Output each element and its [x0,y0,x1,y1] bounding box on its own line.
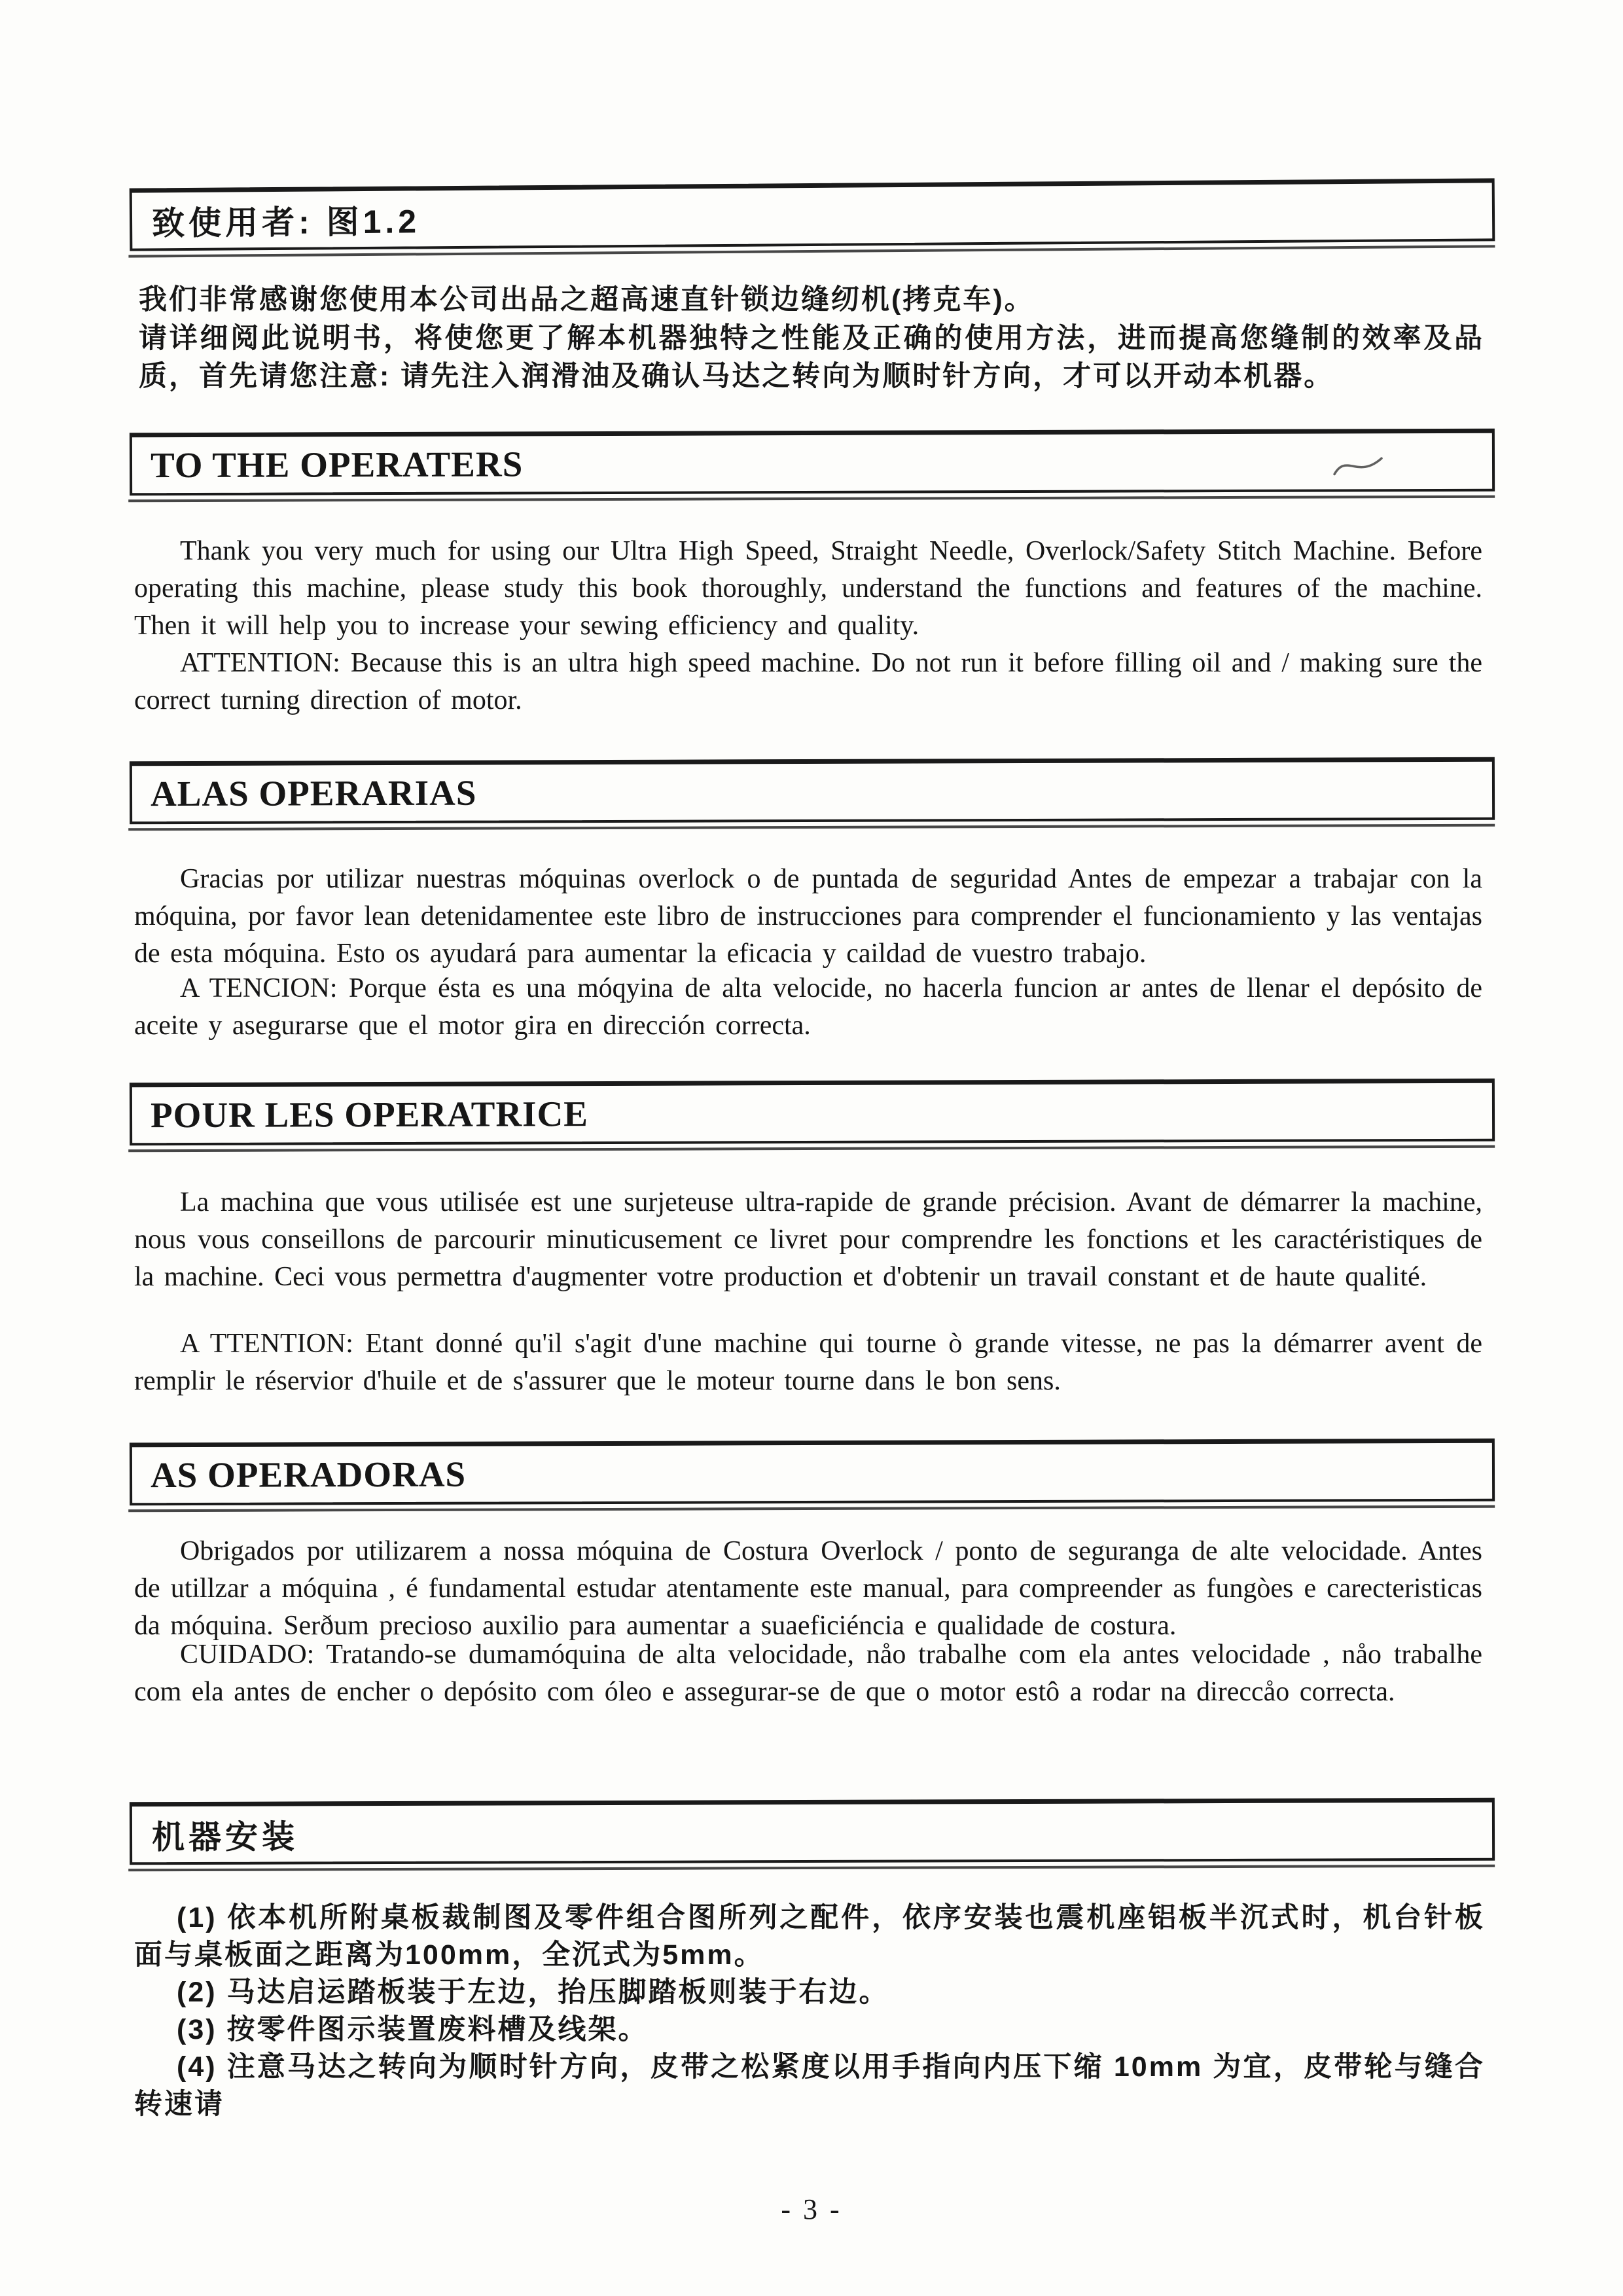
installation-steps [134,1899,1485,2123]
section-heading-cn-users: 致使用者: 图1.2 [151,202,421,242]
paragraph-english-2: ATTENTION: Because this is an ultra high speed machine. Do not run it before filling oil and / making sure the correct turning direction of motor. [134,648,1482,715]
paragraph-cn-intro-1: 我们非常感谢您使用本公司出品之超高速直针锁边缝纫机(拷克车)。 [139,284,1035,315]
section-box-cn-users [130,178,1495,251]
paragraph-portuguese-2: CUIDADO: Tratando-se dumamóquina de alta velocidade, nåo trabalhe com ela antes velocidade , nåo trabalhe com ela antes de encher o depósito com óleo e assegurar-se de que o motor estô a rodar na direccåo correcta. [134,1640,1482,1707]
installation-step-4: (4) 注意马达之转向为顺时针方向，皮带之松紧度以用手指向内压下缩 10mm 为宜，皮带轮与缝合转速请 [134,2051,1485,2120]
pen-squiggle-mark [1332,450,1384,483]
installation-step-2: (2) 马达启运踏板装于左边，抬压脚踏板则装于右边。 [177,1977,889,2008]
section-heading-french: POUR LES OPERATRICE [150,1094,589,1136]
section-heading-english: TO THE OPERATERS [150,444,524,486]
paragraph-english-1: Thank you very much for using our Ultra High Speed, Straight Needle, Overlock/Safety Stitch Machine. Before operating this machine, please study this book thoroughly, understand the functions and features of the machine. Then it will help you to increase your sewing efficiency and quality. [134,536,1482,641]
paragraph-portuguese-1: Obrigados por utilizarem a nossa móquina de Costura Overlock / ponto de seguranga de alte velocidade. Antes de utillzar a móquina , é fundamental estudar atentamente este manual, para compreender as fungòes e carecteristicas da móquina. Serðum precioso auxilio para aumentar a suaeficiéncia e qualidade de costura. [134,1536,1482,1641]
section-box-portuguese [130,1439,1495,1506]
section-heading-installation: 机器安装 [151,1818,299,1856]
paragraph-french-2: A TTENTION: Etant donné qu'il s'agit d'une machine qui tourne ò grande vitesse, ne pas la démarrer avent de remplir le réservior d'huile et de s'assurer que le moteur tourne dans le bon sens. [134,1329,1482,1396]
paragraph-spanish-2: A TENCION: Porque ésta es una móqyina de alta velocide, no hacerla funcion ar antes de llenar el depósito de aceite y asegurarse que el motor gira en dirección correcta. [134,973,1482,1041]
paragraph-cn-intro-2: 请详细阅此说明书，将使您更了解本机器独特之性能及正确的使用方法，进而提高您缝制的效率及品质，首先请您注意: 请先注入润滑油及确认马达之转向为顺时针方向，才可以开动本机器。 [139,323,1484,392]
page-number: - 3 - [781,2193,842,2225]
paragraph-french-1: La machina que vous utilisée est une surjeteuse ultra-rapide de grande précision. Avant de démarrer la machine, nous vous conseillons de parcourir minuticusement ce livret pour comprendre les fonctions et les caractéristiques de la machine. Ceci vous permettra d'augmenter votre production et d'obtenir un travail constant et de haute qualité. [134,1187,1482,1292]
section-box-english [130,429,1495,496]
paragraph-spanish-1: Gracias por utilizar nuestras móquinas overlock o de puntada de seguridad Antes de empezar a trabajar con la móquina, por favor lean detenidamentee este libro de instrucciones para comprender el funcionamiento y las ventajas de esta móquina. Esto os ayudará para aumentar la eficacia y caildad de vuestro trabajo. [134,864,1482,969]
installation-step-3: (3) 按零件图示装置废料槽及线架。 [177,2014,649,2045]
section-heading-spanish: ALAS OPERARIAS [150,772,477,814]
section-box-spanish [130,757,1495,825]
section-box-french [130,1079,1495,1146]
section-heading-portuguese: AS OPERADORAS [150,1454,467,1496]
section-box-installation [130,1798,1495,1865]
installation-step-1: (1) 依本机所附桌板裁制图及零件组合图所列之配件，依序安装也震机座铝板半沉式时，机台针板面与桌板面之距离为100mm，全沉式为5mm。 [134,1902,1485,1971]
